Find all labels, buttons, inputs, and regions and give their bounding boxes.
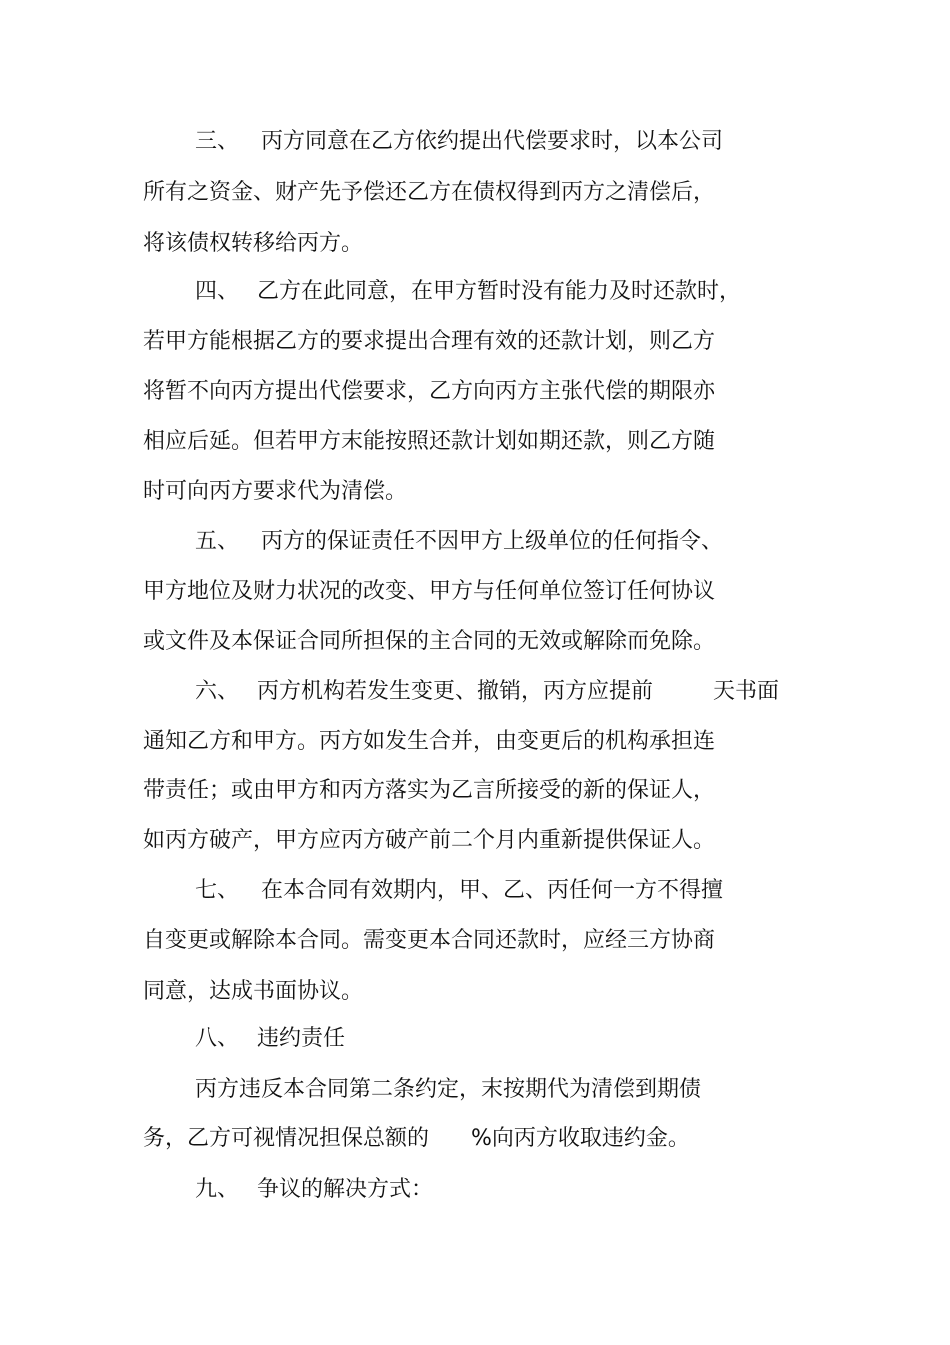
clause-5-line-3: 或文件及本保证合同所担保的主合同的无效或解除而免除。 [143,629,716,654]
clause-4-line-3: 将暂不向丙方提出代偿要求，乙方向丙方主张代偿的期限亦 [143,379,716,404]
clause-5-line-1 [195,527,723,557]
clause-6-text-b: 天书面 [713,679,780,704]
clause-4-number: 四、 [195,279,240,304]
clause-3-line-1 [195,127,723,157]
clause-5-number: 五、 [195,529,240,554]
clause-6-line-2: 通知乙方和甲方。丙方如发生合并，由变更后的机构承担连 [143,729,716,754]
clause-4-text: 乙方在此同意，在甲方暂时没有能力及时还款时， [257,279,742,304]
clause-8-title: 违约责任 [257,1026,346,1051]
clause-4-line-1 [195,277,741,307]
clause-3-line-3: 将该债权转移给丙方。 [143,231,364,256]
clause-8-paragraph-line-2 [143,1124,690,1154]
clause-6-text-a: 丙方机构若发生变更、撤销，丙方应提前 [257,679,654,704]
clause-8-paragraph-line-1: 丙方违反本合同第二条约定，末按期代为清偿到期债 [195,1077,702,1102]
clause-9-text: 争议的解决方式： [257,1177,434,1202]
clause-9-line-1 [195,1175,433,1205]
clause-8-number: 八、 [195,1026,240,1051]
clause-8-text-b: %向丙方收取违约金。 [471,1126,690,1151]
clause-4-line-2: 若甲方能根据乙方的要求提出合理有效的还款计划，则乙方 [143,329,716,354]
clause-3-number: 三、 [195,129,240,154]
clause-6-line-1 [195,677,779,707]
clause-7-text: 在本合同有效期内，甲、乙、丙任何一方不得擅 [261,878,724,903]
clause-3-line-2: 所有之资金、财产先予偿还乙方在债权得到丙方之清偿后， [143,180,716,205]
clause-5-line-2: 甲方地位及财力状况的改变、甲方与任何单位签订任何协议 [143,579,716,604]
clause-6-line-4: 如丙方破产，甲方应丙方破产前二个月内重新提供保证人。 [143,828,716,853]
clause-6-number: 六、 [195,679,240,704]
clause-6-line-3: 带责任；或由甲方和丙方落实为乙言所接受的新的保证人， [143,778,716,803]
clause-3-text: 丙方同意在乙方依约提出代偿要求时，以本公司 [261,129,724,154]
clause-7-number: 七、 [195,878,240,903]
clause-7-line-2: 自变更或解除本合同。需变更本合同还款时，应经三方协商 [143,928,716,953]
clause-7-line-3: 同意，达成书面协议。 [143,979,364,1004]
clause-4-line-4: 相应后延。但若甲方末能按照还款计划如期还款，则乙方随 [143,429,716,454]
clause-5-text: 丙方的保证责任不因甲方上级单位的任何指令、 [261,529,724,554]
clause-4-line-5: 时可向丙方要求代为清偿。 [143,479,408,504]
clause-7-line-1 [195,876,723,906]
clause-8-text-a: 务，乙方可视情况担保总额的 [143,1126,430,1151]
clause-8-heading [195,1024,345,1054]
clause-9-number: 九、 [195,1177,240,1202]
